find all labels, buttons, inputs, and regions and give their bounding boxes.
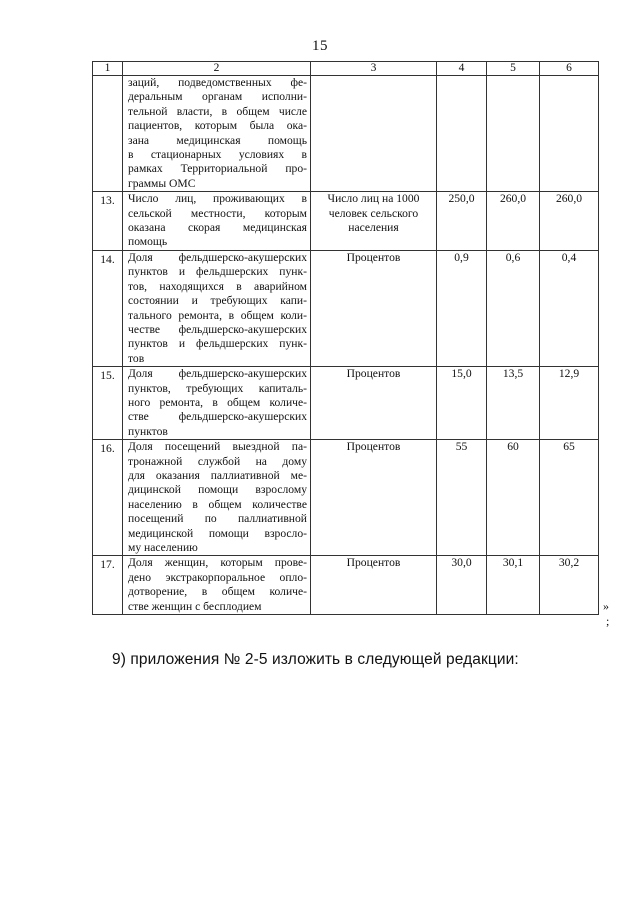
indicator-name-line: му населению — [128, 541, 198, 554]
indicator-name-line: пунктов и фельдшерских пунк- — [128, 337, 307, 351]
row-number: 16. — [93, 440, 123, 556]
indicator-name-line: пунктов, требующих капиталь- — [128, 381, 307, 395]
header-cell: 6 — [540, 62, 599, 76]
header-cell: 5 — [487, 62, 540, 76]
indicator-name-line: Доля посещений выездной па- — [128, 440, 307, 454]
value-col6 — [540, 76, 599, 192]
page-number: 15 — [312, 38, 328, 54]
quote-mark: » — [603, 599, 609, 613]
header-cell: 4 — [437, 62, 487, 76]
unit-cell — [311, 76, 437, 192]
indicator-name — [123, 192, 311, 251]
indicator-name-line: граммы ОМС — [128, 176, 196, 190]
value-col4: 55 — [437, 440, 487, 556]
value-col4: 30,0 — [437, 556, 487, 615]
indicator-name-line: Доля фельдшерско-акушерских — [128, 367, 307, 381]
indicator-name-line: помощь — [128, 235, 168, 249]
unit-cell: Процентов — [311, 250, 437, 366]
value-col5: 13,5 — [487, 367, 540, 440]
indicator-name-line: деральным органам исполни- — [128, 90, 307, 104]
row-number: 15. — [93, 367, 123, 440]
indicator-name-line: дотворение, в общем количе- — [128, 585, 307, 599]
indicator-name — [123, 440, 311, 556]
closing-paragraph: 9) приложения № 2-5 изложить в следующей редакции: — [112, 651, 519, 668]
indicator-name-line: дено экстракорпоральное опло- — [128, 570, 307, 584]
value-col5: 60 — [487, 440, 540, 556]
indicator-name-line: ного ремонта, в общем количе- — [128, 395, 307, 409]
row-number: 13. — [93, 192, 123, 251]
row-number: 17. — [93, 556, 123, 615]
value-col6: 30,2 — [540, 556, 599, 615]
indicator-name — [123, 250, 311, 366]
indicator-name-line: стве фельдшерско-акушерских — [128, 410, 307, 424]
value-col4: 15,0 — [437, 367, 487, 440]
indicator-name-line: для оказания паллиативной ме- — [128, 468, 307, 482]
value-col6: 65 — [540, 440, 599, 556]
header-cell: 3 — [311, 62, 437, 76]
indicator-name-line: честве фельдшерско-акушерских — [128, 322, 307, 336]
table-row — [93, 440, 599, 556]
indicator-name-line: в стационарных условиях в — [128, 148, 307, 162]
value-col6: 260,0 — [540, 192, 599, 251]
row-number — [93, 76, 123, 192]
unit-cell: Число лиц на 1000 человек сельского населения — [311, 192, 437, 251]
indicator-name-line: Число лиц, проживающих в — [128, 192, 307, 206]
value-col4 — [437, 76, 487, 192]
indicator-name-line: рамках Территориальной про- — [128, 162, 307, 176]
indicator-name-line: тов, находящихся в аварийном — [128, 279, 307, 293]
unit-cell: Процентов — [311, 556, 437, 615]
table-row — [93, 192, 599, 251]
value-col5: 30,1 — [487, 556, 540, 615]
indicator-name-line: пунктов и фельдшерских пунк- — [128, 265, 307, 279]
indicator-name — [123, 367, 311, 440]
unit-cell: Процентов — [311, 440, 437, 556]
indicator-name-line: стве женщин с бесплодием — [128, 599, 262, 613]
value-col5 — [487, 76, 540, 192]
indicator-name-line: Доля женщин, которым прове- — [128, 556, 307, 570]
indicator-name-line: зана медицинская помощь — [128, 133, 307, 147]
value-col5: 0,6 — [487, 250, 540, 366]
header-cell: 1 — [93, 62, 123, 76]
indicator-name — [123, 556, 311, 615]
table-row — [93, 556, 599, 615]
indicator-name-line: Доля фельдшерско-акушерских — [128, 250, 307, 264]
unit-cell: Процентов — [311, 367, 437, 440]
indicator-name-line: пациентов, которым была ока- — [128, 119, 307, 133]
indicator-name-line: дицинской помощи взрослому — [128, 483, 307, 497]
table-row — [93, 367, 599, 440]
indicator-name-line: медицинской помощи взросло- — [128, 526, 307, 540]
value-col4: 250,0 — [437, 192, 487, 251]
value-col5: 260,0 — [487, 192, 540, 251]
indicator-name-line: тельной власти, в общем числе — [128, 104, 307, 118]
table-header-row — [93, 62, 599, 76]
indicator-name — [123, 76, 311, 192]
table-row — [93, 250, 599, 366]
indicator-name-line: тронажной службой на дому — [128, 454, 307, 468]
indicator-table — [92, 61, 599, 615]
value-col4: 0,9 — [437, 250, 487, 366]
value-col6: 0,4 — [540, 250, 599, 366]
value-col6: 12,9 — [540, 367, 599, 440]
indicator-name-line: оказана скорая медицинская — [128, 221, 307, 235]
row-number: 14. — [93, 250, 123, 366]
indicator-name-line: пунктов — [128, 424, 168, 438]
semicolon: ; — [606, 614, 610, 628]
indicator-name-line: заций, подведомственных фе- — [128, 76, 307, 89]
indicator-name-line: состоянии и требующих капи- — [128, 294, 307, 308]
header-cell: 2 — [123, 62, 311, 76]
indicator-name-line: сельской местности, которым — [128, 206, 307, 220]
indicator-name-line: тов — [128, 351, 145, 365]
indicator-name-line: населению в общем количестве — [128, 497, 307, 511]
indicator-name-line: посещений по паллиативной — [128, 512, 307, 526]
indicator-name-line: тального ремонта, в общем коли- — [128, 308, 307, 322]
table-row — [93, 76, 599, 192]
